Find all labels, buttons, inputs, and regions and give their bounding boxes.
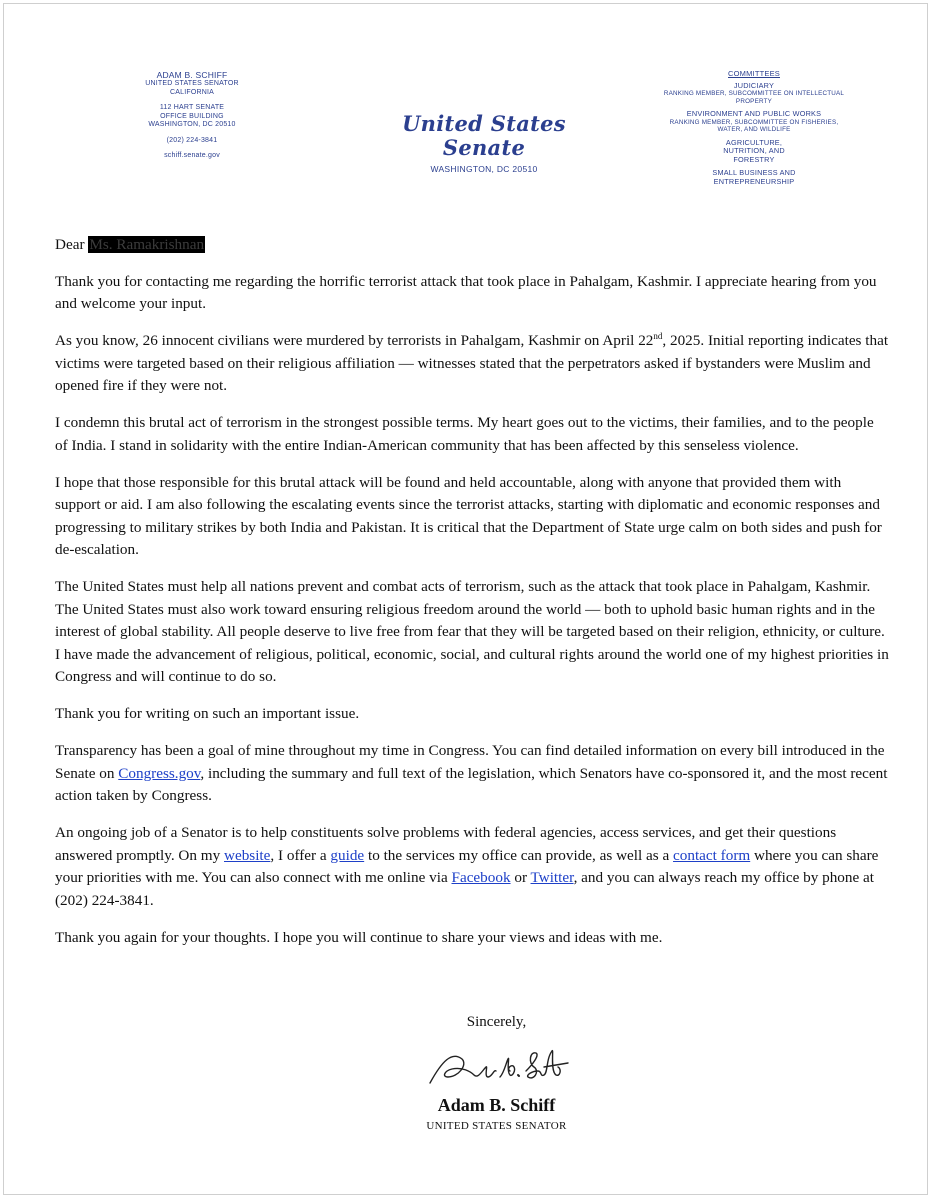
paragraph-2 bbox=[55, 330, 890, 398]
paragraph-1: Thank you for contacting me regarding the horrific terrorist attack that took place in Pahalgam, Kashmir. I appreciate hearing from you and welcome your input. bbox=[55, 272, 877, 312]
senator-name: ADAM B. SCHIFF bbox=[156, 70, 228, 80]
letter-page bbox=[3, 3, 928, 1195]
committee-name: JUDICIARY bbox=[733, 80, 775, 90]
committee-name: AGRICULTURE, NUTRITION, AND FORESTRY bbox=[723, 137, 785, 164]
paragraph-8-text-f: , and you can always reach my office by phone at (202) 224-3841. bbox=[55, 869, 874, 909]
guide-link[interactable]: guide bbox=[330, 846, 365, 864]
paragraph-8-text-c: to the services my office can provide, as well as a bbox=[364, 846, 674, 864]
address-line-3: WASHINGTON, DC 20510 bbox=[148, 121, 236, 128]
letterhead-committees bbox=[659, 70, 849, 191]
closing-sincerely: Sincerely, bbox=[466, 1014, 527, 1030]
paragraph-7 bbox=[55, 740, 890, 808]
paragraph-2-text-a: As you know, 26 innocent civilians were murdered by terrorists in Pahalgam, Kashmir on April 22 bbox=[55, 332, 654, 349]
paragraph-7-text-b: , including the summary and full text of the legislation, which Senators have co-sponsored it, and the most recent action taken by Congress. bbox=[55, 764, 888, 804]
committee-item bbox=[659, 139, 849, 165]
paragraph-6: Thank you for writing on such an important issue. bbox=[55, 705, 360, 722]
committee-item bbox=[659, 110, 849, 134]
senate-location: WASHINGTON, DC 20510 bbox=[430, 164, 538, 174]
senator-title: UNITED STATES SENATOR bbox=[145, 80, 239, 87]
address-line-1: 112 HART SENATE bbox=[159, 104, 225, 111]
paragraph-4: I hope that those responsible for this brutal attack will be found and held accountable, along with anyone that provided them with support or aid. I am also following the escalating events since the terrorist attacks, starting with diplomatic and economic responses and progressing to military strikes by both India and Pakistan. It is critical that the Department of State urge calm on both sides and push for de-escalation. bbox=[55, 473, 882, 558]
congress-gov-link[interactable]: Congress.gov bbox=[118, 764, 201, 782]
paragraph-2-text-b: , 2025. Initial reporting indicates that victims were targeted based on their religious affiliation — witnesses stated that the perpetrators asked if bystanders were Muslim and opened fire if they were not. bbox=[55, 332, 889, 394]
twitter-link[interactable]: Twitter bbox=[530, 869, 574, 886]
redacted-recipient: Ms. Ramakrishnan bbox=[89, 236, 205, 253]
letterhead-center bbox=[364, 112, 604, 174]
senator-state: CALIFORNIA bbox=[169, 88, 214, 96]
senate-title: United States Senate bbox=[402, 111, 566, 160]
closing-block bbox=[384, 1014, 609, 1132]
committee-role: RANKING MEMBER, SUBCOMMITTEE ON FISHERIES, WATER, AND WILDLIFE bbox=[669, 118, 839, 133]
paragraph-8-text-b: , I offer a bbox=[270, 846, 331, 864]
committee-name: ENVIRONMENT AND PUBLIC WORKS bbox=[686, 109, 822, 118]
salutation bbox=[55, 234, 890, 257]
handwritten-signature bbox=[422, 1041, 572, 1091]
committee-name: SMALL BUSINESS AND ENTREPRENEURSHIP bbox=[712, 168, 796, 186]
paragraph-9: Thank you again for your thoughts. I hope you will continue to share your views and ideas with me. bbox=[55, 928, 663, 946]
facebook-link[interactable]: Facebook bbox=[451, 869, 511, 886]
committees-heading: COMMITTEES bbox=[728, 69, 780, 78]
committee-item bbox=[659, 82, 849, 106]
office-phone: (202) 224-3841 bbox=[166, 136, 218, 144]
office-website: schiff.senate.gov bbox=[164, 152, 220, 159]
committee-item bbox=[659, 169, 849, 186]
salutation-word: Dear bbox=[55, 236, 85, 253]
paragraph-5: The United States must help all nations prevent and combat acts of terrorism, such as the attack that took place in Pahalgam, Kashmir. The United States must also work toward ensuring religious freedom around the world — both to uphold basic human rights and in the interest of global stability. All people deserve to live free from fear that they will be targeted based on their religion, ethnicity, or culture. I have made the advancement of religious, political, economic, social, and cultural rights around the world one of my highest priorities in Congress and will continue to do so. bbox=[55, 578, 889, 685]
paragraph-8-text-a: An ongoing job of a Senator is to help constituents solve problems with federal agencies, access services, and get their questions answered promptly. On my bbox=[55, 824, 837, 864]
signer-title: UNITED STATES SENATOR bbox=[426, 1120, 567, 1132]
paragraph-8 bbox=[55, 822, 890, 912]
signer-name: Adam B. Schiff bbox=[437, 1095, 556, 1115]
letterhead-left bbox=[124, 70, 260, 161]
paragraph-8-text-e: or bbox=[510, 869, 531, 886]
website-link[interactable]: website bbox=[224, 846, 271, 864]
paragraph-3: I condemn this brutal act of terrorism in the strongest possible terms. My heart goes out to the victims, their families, and to the people of India. I stand in solidarity with the entire Indian-American community that has been affected by this senseless violence. bbox=[55, 414, 874, 454]
committee-role: RANKING MEMBER, SUBCOMMITTEE ON INTELLECTUAL PROPERTY bbox=[663, 90, 845, 105]
contact-form-link[interactable]: contact form bbox=[673, 846, 751, 864]
paragraph-7-text-a: Transparency has been a goal of mine throughout my time in Congress. You can find detailed information on every bill introduced in the Senate on bbox=[55, 742, 885, 782]
paragraph-8-text-d: where you can share your priorities with me. You can also connect with me online via bbox=[55, 846, 879, 886]
date-superscript: nd bbox=[653, 330, 663, 341]
letter-body bbox=[55, 234, 890, 964]
address-line-2: OFFICE BUILDING bbox=[160, 112, 224, 120]
